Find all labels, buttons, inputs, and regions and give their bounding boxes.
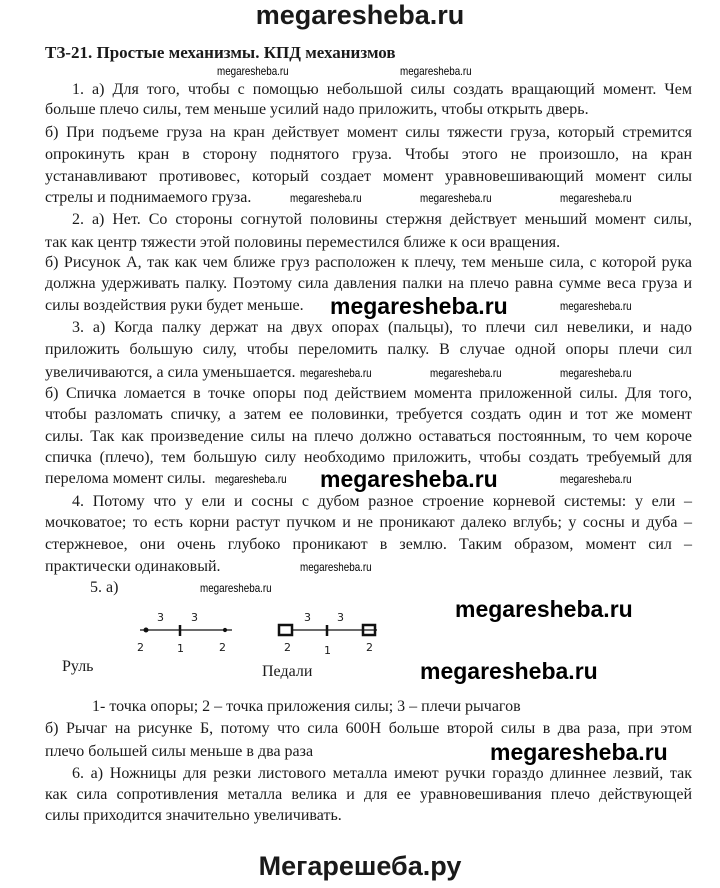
watermark: megaresheba.ru	[455, 596, 633, 622]
watermark: megaresheba.ru	[490, 739, 668, 765]
arm-label: 3	[157, 611, 164, 624]
text-line: б) Спичка ломается в точке опоры под действием момента приложенной силы. Для того,	[45, 385, 692, 402]
text-line: устанавливают противовес, который создает момент уравновешивающий момент силы	[45, 168, 692, 185]
watermark: megaresheba.ru	[320, 466, 498, 492]
arm-label: 3	[337, 611, 344, 624]
point-label: 2	[284, 641, 291, 654]
text-line: б) Рычаг на рисунке Б, потому что сила 600Н больше второй силы в два раза, при этом	[45, 720, 692, 737]
watermark: megaresheba.ru	[200, 581, 272, 595]
text-line: плечо большей силы меньше в два раза	[45, 743, 314, 760]
watermark: megaresheba.ru	[290, 191, 362, 205]
watermark: megaresheba.ru	[330, 293, 508, 319]
text-line: б) Рисунок А, так как чем ближе груз расположен к плечу, тем меньше сила, с которой рука	[45, 254, 692, 271]
force-point	[144, 628, 148, 632]
watermark: megaresheba.ru	[300, 560, 372, 574]
page-title: ТЗ-21. Простые механизмы. КПД механизмов	[45, 43, 396, 62]
text-line: 3. а) Когда палку держат на двух опорах (пальцы), то плечи сил невелики, и надо	[72, 319, 692, 336]
watermark: megaresheba.ru	[420, 191, 492, 205]
text-line: 1. а) Для того, чтобы с помощью небольшой силы создать вращающий момент. Чем	[72, 81, 692, 98]
text-line: мочковатое; то есть корни растут пучком и не проникают далеко вглубь; у сосны и дуба –	[45, 514, 692, 531]
text-line: спичка (плечо), тем большую силу необходимо приложить, чтобы создать требуемый для	[45, 449, 692, 466]
diagram-legend: 1- точка опоры; 2 – точка приложения силы; 3 – плечи рычагов	[92, 698, 521, 715]
arm-label: 3	[304, 611, 311, 624]
footer-watermark[interactable]: Мегарешеба.ру	[258, 851, 462, 881]
pedal-box	[279, 625, 292, 635]
arm-label: 3	[191, 611, 198, 624]
text-line: силы. Так как произведение силы на плечо должно оставаться постоянным, то чем короче	[45, 428, 692, 445]
point-label: 2	[137, 641, 144, 654]
watermark: megaresheba.ru	[400, 64, 472, 78]
text-line: 4. Потому что у ели и сосны с дубом разное строение корневой системы: у ели –	[72, 493, 692, 510]
text-line: стержневое, они очень глубоко проникают в землю. Таким образом, момент сил –	[45, 536, 692, 553]
text-line: чтобы разломать спичку, а затем ее половинки, требуется создать один и тот же момент	[45, 406, 692, 423]
steering-wheel-lever	[140, 625, 232, 636]
watermark: megaresheba.ru	[217, 64, 289, 78]
point-label: 2	[219, 641, 226, 654]
watermark: megaresheba.ru	[215, 472, 287, 486]
text-line: так как центр тяжести этой половины переместился ближе к оси вращения.	[45, 234, 561, 251]
text-line: 5. а)	[90, 579, 119, 596]
force-point	[223, 628, 226, 631]
diagram-caption: Руль	[62, 658, 94, 675]
text-line: как сила сопротивления металла велика и для ее уравновешивания плечо действующей	[45, 786, 692, 803]
text-line: опрокинуть кран в сторону поднятого груза. Чтобы этого не произошло, на кран	[45, 146, 692, 163]
text-line: 2. а) Нет. Со стороны согнутой половины стержня действует меньший момент силы,	[72, 211, 692, 228]
text-line: б) При подъеме груза на кран действует момент силы тяжести груза, который стремится	[45, 124, 692, 141]
watermark: megaresheba.ru	[560, 472, 632, 486]
text-line: стрелы и поднимаемого груза.	[45, 189, 252, 206]
watermark: megaresheba.ru	[300, 366, 372, 380]
text-line: силы приходится значительно увеличивать.	[45, 807, 342, 824]
text-line: больше плечо силы, тем меньше усилий надо приложить, чтобы открыть дверь.	[45, 101, 589, 118]
text-line: приложить большую силу, чтобы переломить палку. В случае одной опоры плечи сил	[45, 341, 692, 358]
text-line: силы воздействия руки будет меньше.	[45, 297, 304, 314]
point-label: 2	[366, 641, 373, 654]
watermark: megaresheba.ru	[430, 366, 502, 380]
point-label: 1	[324, 644, 331, 657]
watermark: megaresheba.ru	[420, 658, 598, 684]
watermark: megaresheba.ru	[560, 366, 632, 380]
text-line: 6. а) Ножницы для резки листового металла имеют ручки гораздо длиннее лезвий, так	[72, 765, 692, 782]
text-line: должна удерживать палку. Поэтому сила давления палки на плечо равна сумме веса груза и	[45, 275, 692, 292]
diagram-caption: Педали	[262, 663, 313, 680]
text-line: увеличиваются, а сила уменьшается.	[45, 364, 296, 381]
text-line: практически одинаковый.	[45, 558, 221, 575]
watermark: megaresheba.ru	[560, 191, 632, 205]
point-label: 1	[177, 642, 184, 655]
text-line: перелома момент силы.	[45, 470, 206, 487]
watermark: megaresheba.ru	[560, 299, 632, 313]
pedals-lever	[279, 625, 377, 636]
header-watermark[interactable]: megaresheba.ru	[255, 0, 465, 30]
